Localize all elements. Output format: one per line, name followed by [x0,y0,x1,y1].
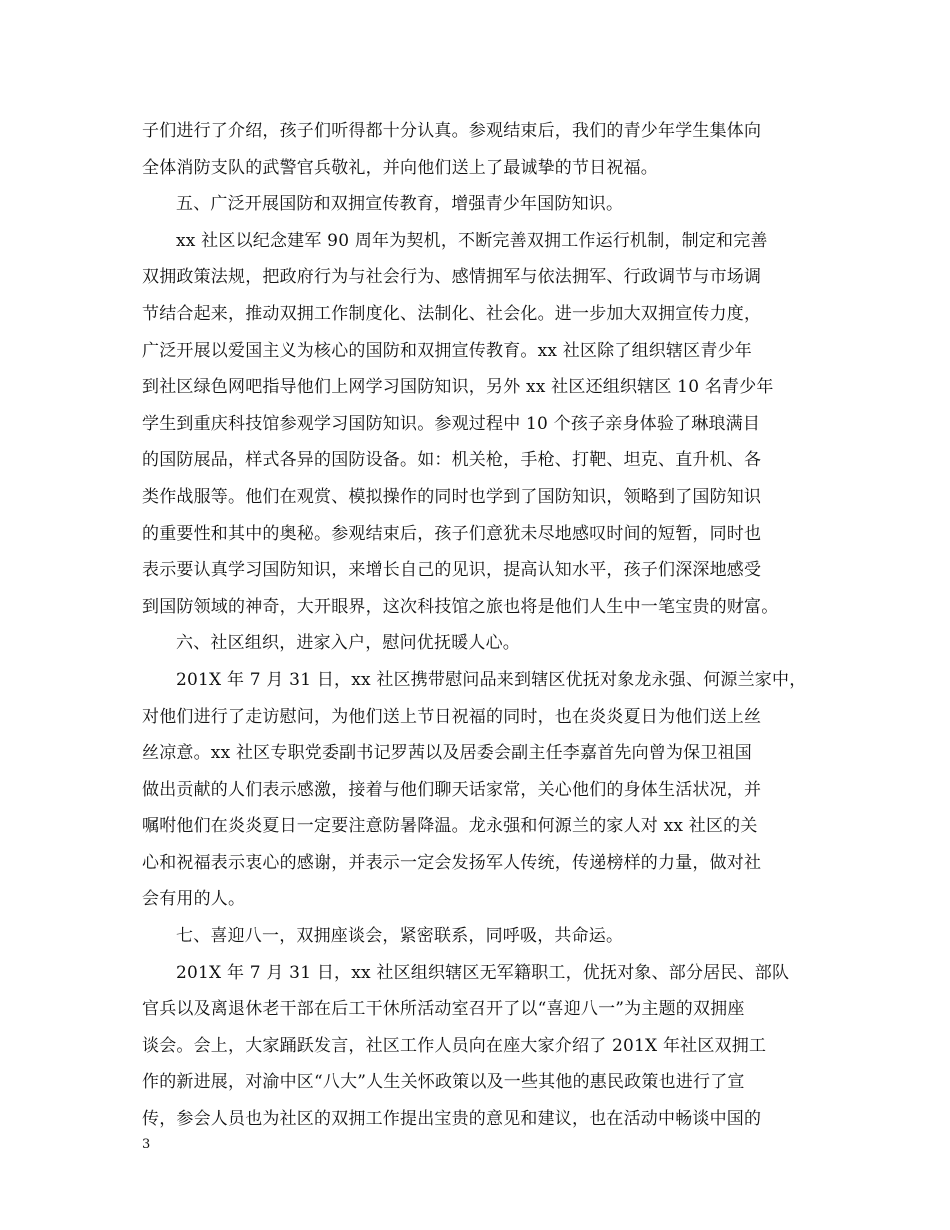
section-heading: 五、广泛开展国防和双拥宣传教育，增强青少年国防知识。 [176,194,624,215]
text-line: 广泛开展以爱国主义为核心的国防和双拥宣传教育。xx 社区除了组织辖区青少年 [142,340,752,361]
document-body [142,113,822,1138]
text-line: 201X 年 7 月 31 日，xx 社区携带慰问品来到辖区优抚对象龙永强、何源兰家中， [176,669,807,690]
section-heading: 七、喜迎八一，双拥座谈会，紧密联系，同呼吸，共命运。 [176,926,624,947]
text-line: 丝凉意。xx 社区专职党委副书记罗茜以及居委会副主任李嘉首先向曾为保卫祖国 [142,743,752,764]
text-line: 到社区绿色网吧指导他们上网学习国防知识，另外 xx 社区还组织辖区 10 名青少年 [142,377,774,398]
text-line: 双拥政策法规，把政府行为与社会行为、感情拥军与依法拥军、行政调节与市场调 [142,267,762,288]
section-heading: 六、社区组织，进家入户，慰问优抚暖人心。 [176,633,520,654]
text-line: 传，参会人员也为社区的双拥工作提出宝贵的意见和建议，也在活动中畅谈中国的 [142,1109,762,1130]
text-line: 谈会。会上，大家踊跃发言，社区工作人员向在座大家介绍了 201X 年社区双拥工 [142,1035,767,1056]
text-line: 做出贡献的人们表示感激，接着与他们聊天话家常，关心他们的身体生活状况，并 [142,779,762,800]
text-line: 表示要认真学习国防知识，来增长自己的见识，提高认知水平，孩子们深深地感受 [142,560,762,581]
text-line: 201X 年 7 月 31 日，xx 社区组织辖区无军籍职工，优抚对象、部分居民、部队 [176,962,790,983]
text-line: xx 社区以纪念建军 90 周年为契机，不断完善双拥工作运行机制，制定和完善 [176,230,768,251]
text-line: 心和祝福表示衷心的感谢，并表示一定会发扬军人传统，传递榜样的力量，做对社 [142,852,762,873]
text-line: 对他们进行了走访慰问，为他们送上节日祝福的同时，也在炎炎夏日为他们送上丝 [142,706,762,727]
text-line: 节结合起来，推动双拥工作制度化、法制化、社会化。进一步加大双拥宣传力度， [142,303,762,324]
page-number: 3 [142,1137,151,1152]
text-line: 作的新进展，对渝中区“八大”人生关怀政策以及一些其他的惠民政策也进行了宣 [142,1072,745,1093]
text-line: 官兵以及离退休老干部在后工干休所活动室召开了以“喜迎八一”为主题的双拥座 [142,999,745,1020]
text-line: 的重要性和其中的奥秘。参观结束后，孩子们意犹未尽地感叹时间的短暂，同时也 [142,523,762,544]
text-line: 到国防领域的神奇，大开眼界，这次科技馆之旅也将是他们人生中一笔宝贵的财富。 [142,596,779,617]
text-line: 类作战服等。他们在观赏、模拟操作的同时也学到了国防知识，领略到了国防知识 [142,486,762,507]
text-line: 子们进行了介绍，孩子们听得都十分认真。参观结束后，我们的青少年学生集体向 [142,121,762,141]
text-line: 会有用的人。 [142,889,246,910]
text-line: 全体消防支队的武警官兵敬礼，并向他们送上了最诚挚的节日祝福。 [142,157,658,178]
text-line: 的国防展品，样式各异的国防设备。如：机关枪，手枪、打靶、坦克、直升机、各 [142,450,762,471]
text-line: 嘱咐他们在炎炎夏日一定要注意防暑降温。龙永强和何源兰的家人对 xx 社区的关 [142,816,758,837]
text-line: 学生到重庆科技馆参观学习国防知识。参观过程中 10 个孩子亲身体验了琳琅满目 [142,413,761,434]
